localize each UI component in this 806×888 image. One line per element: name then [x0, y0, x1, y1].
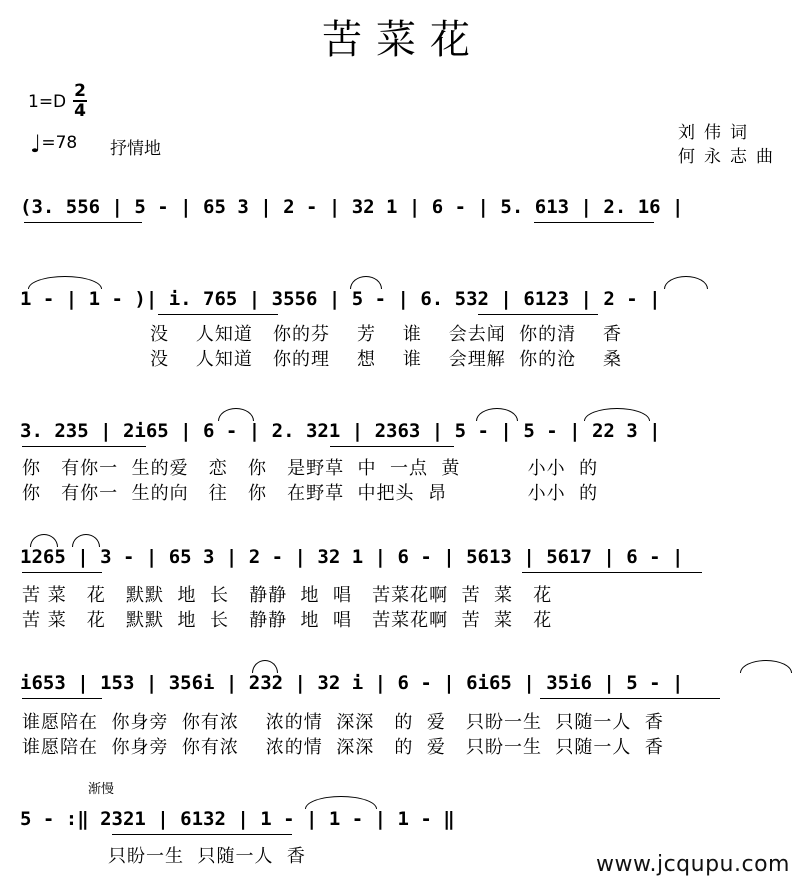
time-signature-top: 2 — [74, 81, 86, 101]
beam-underline — [158, 314, 278, 315]
beam-underline — [540, 698, 720, 699]
notation-line-3: 3. 235 | 2i65 | 6 - | 2. 321 | 2363 | 5 - | 5 - | 22 3 | — [20, 420, 661, 442]
time-signature-bottom: 4 — [74, 101, 86, 121]
tempo-marking — [30, 130, 77, 158]
key-signature: 1=D — [28, 92, 67, 112]
song-title: 苦菜花 — [322, 17, 484, 63]
lyric-line-5a: 谁愿陪在 你身旁 你有浓 浓的情 深深 的 爱 只盼一生 只随一人 香 — [22, 712, 664, 733]
slur-mark — [664, 276, 708, 289]
lyricist-credit: 刘伟词 — [678, 123, 756, 143]
beam-underline — [534, 222, 654, 223]
tempo-value: =78 — [41, 133, 78, 153]
slur-mark — [350, 276, 382, 289]
lyric-line-3a: 你 有你一 生的爱 恋 你 是野草 中 一点 黄 小小 的 — [22, 458, 599, 479]
lyric-line-3b: 你 有你一 生的向 往 你 在野草 中把头 昂 小小 的 — [22, 483, 599, 504]
lyric-line-5b: 谁愿陪在 你身旁 你有浓 浓的情 深深 的 爱 只盼一生 只随一人 香 — [22, 737, 664, 758]
slur-mark — [28, 276, 102, 289]
lyric-line-4b: 苦 菜 花 默默 地 长 静静 地 唱 苦菜花啊 苦 菜 花 — [22, 610, 553, 631]
slur-mark — [218, 408, 254, 421]
slur-mark — [72, 534, 100, 547]
beam-underline — [24, 222, 142, 223]
expression-marking: 抒情地 — [110, 139, 161, 159]
lyric-line-2b: 没 人知道 你的理 想 谁 会理解 你的沧 桑 — [150, 349, 623, 370]
notation-line-2: 1 - | 1 - )| i. 765 | 3556 | 5 - | 6. 532 | 6123 | 2 - | — [20, 288, 661, 310]
notation-line-5: i653 | 153 | 356i | 232 | 32 i | 6 - | 6i65 | 35i6 | 5 - | — [20, 672, 684, 694]
lyric-line-4a: 苦 菜 花 默默 地 长 静静 地 唱 苦菜花啊 苦 菜 花 — [22, 585, 553, 606]
quarter-note-icon: ♩ — [30, 130, 42, 158]
beam-underline — [22, 698, 102, 699]
beam-underline — [22, 446, 146, 447]
notation-line-4: 1265 | 3 - | 65 3 | 2 - | 32 1 | 6 - | 5613 | 5617 | 6 - | — [20, 546, 684, 568]
time-signature — [72, 82, 88, 120]
slur-mark — [30, 534, 58, 547]
lyric-line-6a: 只盼一生 只随一人 香 — [108, 846, 306, 867]
watermark: www.jcqupu.com — [596, 852, 790, 877]
tempo-direction: 渐慢 — [88, 782, 115, 797]
beam-underline — [478, 314, 598, 315]
beam-underline — [22, 572, 102, 573]
slur-mark — [740, 660, 792, 673]
beam-underline — [112, 834, 292, 835]
slur-mark — [584, 408, 650, 421]
slur-mark — [476, 408, 518, 421]
notation-line-6: 5 - :‖ 2321 | 6132 | 1 - | 1 - | 1 - ‖ — [20, 808, 455, 830]
lyric-line-2a: 没 人知道 你的芬 芳 谁 会去闻 你的清 香 — [150, 324, 623, 345]
composer-credit: 何永志曲 — [678, 147, 782, 167]
beam-underline — [522, 572, 702, 573]
slur-mark — [252, 660, 278, 673]
slur-mark — [305, 796, 377, 809]
notation-line-1: (3. 556 | 5 - | 65 3 | 2 - | 32 1 | 6 - | 5. 613 | 2. 16 | — [20, 196, 684, 218]
beam-underline — [330, 446, 454, 447]
